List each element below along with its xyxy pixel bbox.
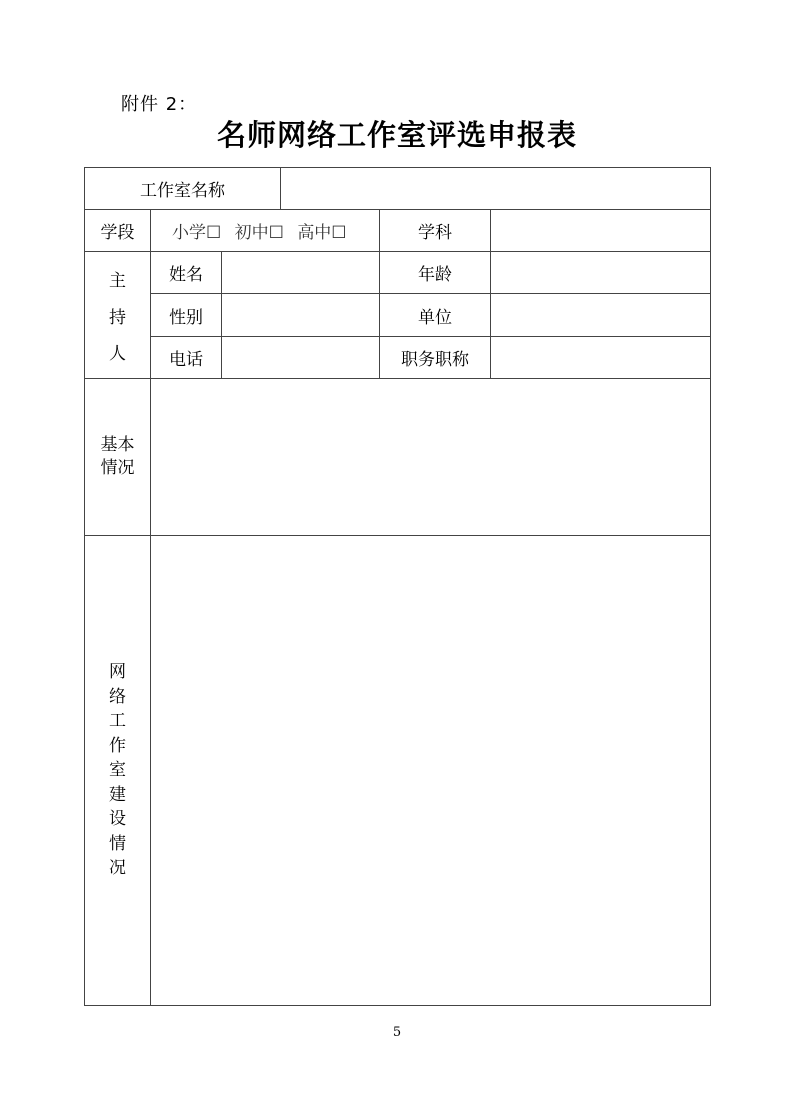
basic-info-label [85, 379, 151, 536]
name-label: 姓名 [151, 252, 222, 294]
studio-name-row [85, 168, 711, 210]
host-phone-title-row [85, 337, 711, 379]
host-label-char: 持 [109, 307, 126, 328]
host-label [85, 252, 151, 379]
job-title-field[interactable] [491, 337, 711, 379]
construction-label-char: 络 [109, 686, 126, 707]
construction-row [85, 536, 711, 1006]
basic-info-label-line: 基本 [100, 435, 135, 455]
host-gender-unit-row [85, 294, 711, 337]
phone-field[interactable] [222, 337, 380, 379]
attachment-label: 附件 2： [121, 94, 198, 115]
construction-field[interactable] [151, 536, 711, 1006]
phone-label: 电话 [151, 337, 222, 379]
studio-name-field[interactable] [281, 168, 711, 210]
subject-field[interactable] [491, 210, 711, 252]
stage-option-junior-checkbox[interactable]: 初中☐ [234, 223, 284, 243]
basic-info-field[interactable] [151, 379, 711, 536]
construction-label-char: 设 [109, 809, 126, 830]
construction-label-char: 室 [109, 760, 126, 781]
job-title-label: 职务职称 [380, 337, 491, 379]
stage-label: 学段 [85, 210, 151, 252]
unit-label: 单位 [380, 294, 491, 337]
age-label: 年龄 [380, 252, 491, 294]
basic-info-label-line: 情况 [100, 458, 135, 478]
construction-label-char: 况 [109, 858, 126, 879]
subject-label: 学科 [380, 210, 491, 252]
stage-subject-row [85, 210, 711, 252]
unit-field[interactable] [491, 294, 711, 337]
gender-label: 性别 [151, 294, 222, 337]
application-form-table [84, 167, 711, 1006]
studio-name-label: 工作室名称 [85, 168, 281, 210]
stage-options [151, 210, 380, 252]
construction-label-char: 建 [109, 784, 126, 805]
age-field[interactable] [491, 252, 711, 294]
name-field[interactable] [222, 252, 380, 294]
stage-option-primary-checkbox[interactable]: 小学☐ [172, 223, 222, 243]
host-name-age-row [85, 252, 711, 294]
construction-label [85, 536, 151, 1006]
construction-label-char: 情 [109, 833, 126, 854]
page-number: 5 [392, 1025, 402, 1040]
basic-info-row [85, 379, 711, 536]
construction-label-char: 作 [109, 735, 126, 756]
host-label-char: 主 [109, 271, 126, 291]
construction-label-char: 网 [109, 662, 126, 683]
construction-label-char: 工 [109, 711, 126, 732]
gender-field[interactable] [222, 294, 380, 337]
document-title: 名师网络工作室评选申报表 [216, 118, 577, 152]
host-label-char: 人 [109, 344, 126, 364]
stage-option-senior-checkbox[interactable]: 高中☐ [297, 223, 347, 243]
